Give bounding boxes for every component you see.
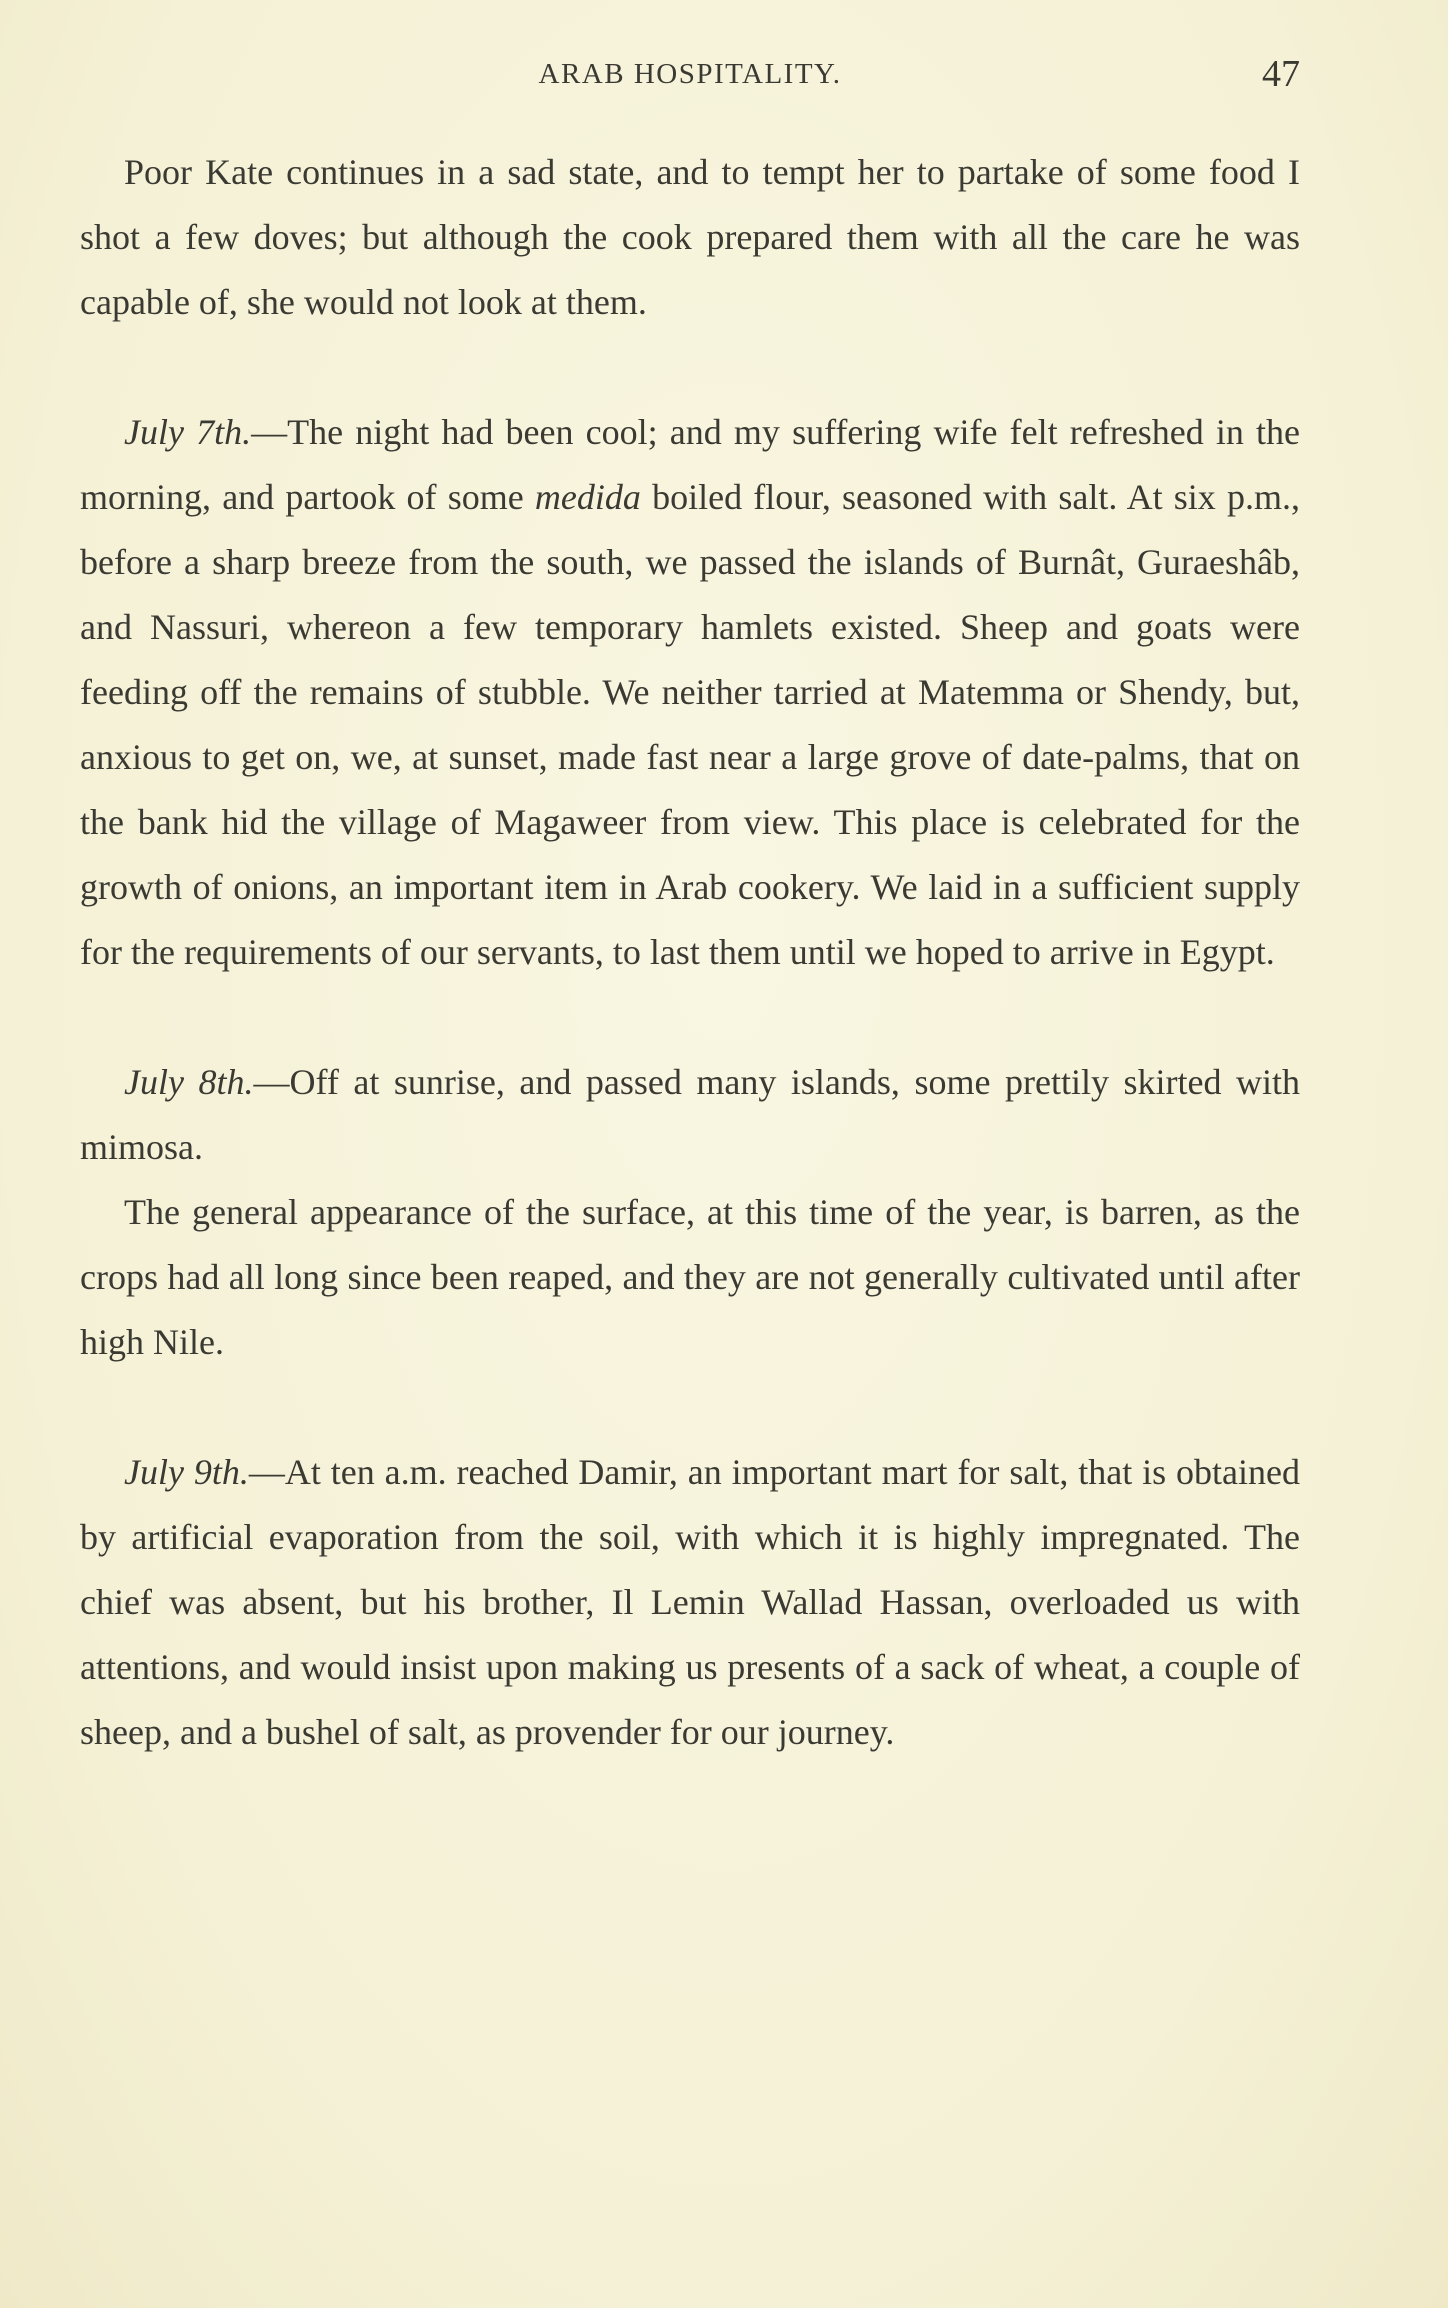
entry-date: July 8th. [124, 1062, 254, 1102]
entry-date: July 7th. [124, 412, 252, 452]
page-number: 47 [1262, 53, 1300, 95]
running-title: ARAB HOSPITALITY. [538, 58, 842, 90]
paragraph-text: The general appearance of the surface, at this time of the year, is barren, as the crops had all long since been reaped, and they are not generally cultivated until after high Nile. [80, 1192, 1300, 1362]
body-text [80, 140, 1300, 1765]
foreign-word: medida [534, 477, 641, 517]
paragraph-july-7 [80, 400, 1300, 985]
running-head [80, 52, 1300, 102]
paragraph-kate [80, 140, 1300, 335]
paragraph-text: boiled flour, seasoned with salt. At six p.m., before a sharp breeze from the south, we passed the islands of Burnât, Guraeshâb, and Nassuri, whereon a few temporary hamlets existed. Sheep and goats were feeding off the remains of stubble. We neither tarried at Matemma or Shendy, but, anxious to get on, we, at sunset, made fast near a large grove of date-palms, that on the bank hid the village of Magaweer from view. This place is celebrated for the growth of onions, an important item in Arab cookery. We laid in a sufficient supply for the requirements of our servants, to last them until we hoped to arrive in Egypt. [80, 477, 1300, 972]
paragraph-july-9 [80, 1440, 1300, 1765]
paragraph-text: —At ten a.m. reached Damir, an important mart for salt, that is obtained by artificial evaporation from the soil, with which it is highly impregnated. The chief was absent, but his brother, Il Lemin Wallad Hassan, overloaded us with attentions, and would insist upon making us presents of a sack of wheat, a couple of sheep, and a bushel of salt, as provender for our journey. [80, 1452, 1300, 1752]
paragraph-july-8 [80, 1050, 1300, 1180]
paragraph-text: —Off at sunrise, and passed many islands, some prettily skirted with mimosa. [80, 1062, 1300, 1167]
entry-date: July 9th. [124, 1452, 249, 1492]
paragraph-text: —The night had been cool; and my suffering wife felt refreshed in the morning, and partook of some [80, 412, 1300, 517]
paragraph-general-appearance [80, 1180, 1300, 1375]
paragraph-text: Poor Kate continues in a sad state, and to tempt her to partake of some food I shot a few doves; but although the cook prepared them with all the care he was capable of, she would not look at them. [80, 152, 1300, 322]
